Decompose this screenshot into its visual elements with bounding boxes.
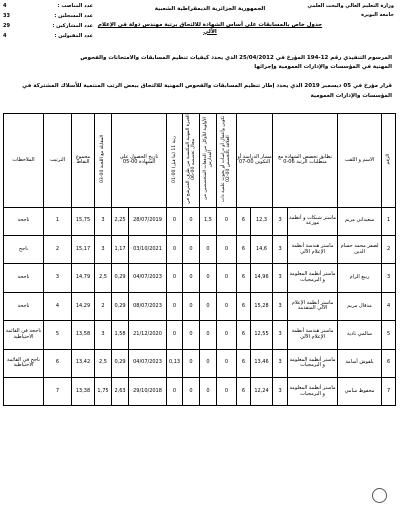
- university-name: جامعة البويرة: [361, 12, 394, 18]
- stats-block: [3, 3, 93, 39]
- cell-g9: 2,5: [95, 349, 112, 377]
- cell-name: ربيع الرام: [338, 264, 382, 292]
- cell-g7: 0: [167, 321, 183, 349]
- col-cert-date: تاريخ الحصول على الشهادة 00-05: [112, 114, 167, 208]
- cell-rank: 3: [382, 264, 396, 292]
- cell-g9: 2: [95, 292, 112, 320]
- stat-registered: [3, 13, 93, 19]
- stat-participants: [3, 23, 93, 29]
- cell-cert: ماستر هندسة أنظمة الإعلام الآلي: [288, 321, 338, 349]
- cell-note: ناجحة: [4, 207, 44, 235]
- cell-cert: ماستر أنظمة المعلومة و البرمجيات: [288, 264, 338, 292]
- cell-g4: 0: [217, 264, 237, 292]
- table-row: [4, 377, 396, 405]
- stat-value: 33: [3, 13, 10, 19]
- cell-cert: ماستر أنظمة المعلومة و البرمجيات: [288, 377, 338, 405]
- cell-date: 21/12/2020: [129, 321, 167, 349]
- cell-total: 15,75: [72, 207, 95, 235]
- cell-g5: 0: [200, 264, 217, 292]
- cell-g9: 3: [95, 235, 112, 263]
- col-title-adv: الأولوية للأوائل من الدفعات المتخصصين من المدارس: [200, 114, 217, 208]
- cell-g2: 12,55: [251, 321, 273, 349]
- cell-g3: 6: [237, 321, 251, 349]
- cell-total: 14,29: [72, 292, 95, 320]
- table-row: [4, 235, 396, 263]
- cell-g9: 3: [95, 207, 112, 235]
- cell-g5: 0: [200, 235, 217, 263]
- cell-g4: 0: [217, 207, 237, 235]
- cell-g8: 0,29: [112, 349, 129, 377]
- cell-date: 04/07/2023: [129, 264, 167, 292]
- cell-order: 2: [44, 235, 72, 263]
- cell-name: مدقال مريم: [338, 292, 382, 320]
- cell-g7: 0: [167, 264, 183, 292]
- cell-g4: 0: [217, 292, 237, 320]
- cell-g4: 0: [217, 321, 237, 349]
- cell-g5: 0: [200, 292, 217, 320]
- cell-g7: 0,13: [167, 349, 183, 377]
- cell-total: 14,79: [72, 264, 95, 292]
- cell-rank: 1: [382, 207, 396, 235]
- cell-rank: 4: [382, 292, 396, 320]
- cell-g5: 1,5: [200, 207, 217, 235]
- cell-name: بلقوش أسامة: [338, 349, 382, 377]
- cell-g2: 14,96: [251, 264, 273, 292]
- stat-posts: [3, 3, 93, 9]
- cell-g6: 0: [183, 321, 200, 349]
- col-rank-coef: رتبة 11 (ما قبل) 00-01: [167, 114, 183, 208]
- stat-value: 4: [3, 33, 7, 39]
- cell-g9: 2,5: [95, 264, 112, 292]
- cell-g9: 1,75: [95, 377, 112, 405]
- cell-g1: 3: [273, 235, 288, 263]
- stat-accepted: [3, 33, 93, 39]
- cell-date: 08/07/2023: [129, 292, 167, 320]
- cell-order: 3: [44, 264, 72, 292]
- cell-g2: 12,24: [251, 377, 273, 405]
- cell-g5: 0: [200, 349, 217, 377]
- cell-total: 13,42: [72, 349, 95, 377]
- cell-g3: 6: [237, 264, 251, 292]
- cell-total: 13,38: [72, 377, 95, 405]
- cell-name: سعيداني مريم: [338, 207, 382, 235]
- cell-g8: 1,17: [112, 235, 129, 263]
- table-row: [4, 207, 396, 235]
- cell-g6: 0: [183, 235, 200, 263]
- stat-label: عدد المسجلين :: [54, 13, 93, 19]
- stat-label: عدد المشاركين :: [52, 23, 93, 29]
- decree-line-3: قرار مؤرخ في 05 ديسمبر 2019 الذي يحدد إطار تنظيم المسابقات والفحوص المهنية للالتحاق ببعض الرتب المنتمية للأسلاك المشتركة في: [22, 83, 392, 89]
- cell-g6: 0: [183, 207, 200, 235]
- cell-g7: 0: [167, 377, 183, 405]
- cell-g3: 6: [237, 235, 251, 263]
- stat-value: 4: [3, 3, 7, 9]
- cell-g6: 0: [183, 377, 200, 405]
- cell-g2: 13,46: [251, 349, 273, 377]
- cell-g8: 0,29: [112, 264, 129, 292]
- cell-note: [4, 377, 44, 405]
- cell-g8: 1,58: [112, 321, 129, 349]
- col-name: الاسم و اللقب: [338, 114, 382, 208]
- cell-g2: 12,3: [251, 207, 273, 235]
- cell-rank: 7: [382, 377, 396, 405]
- col-notes: الملاحظات: [4, 114, 44, 208]
- cell-order: 5: [44, 321, 72, 349]
- cell-order: 1: [44, 207, 72, 235]
- cell-g8: 0,29: [112, 292, 129, 320]
- cell-cert: ماستر شبكات و أنظمة موزعة: [288, 207, 338, 235]
- cell-cert: ماستر أنظمة المعلومة و البرمجيات: [288, 349, 338, 377]
- cell-g5: 0: [200, 377, 217, 405]
- cell-total: 13,58: [72, 321, 95, 349]
- col-prof-exp: الخبرة المهنية المكتسبة من طرف المترشح في مجال تخصصه 00-06: [183, 114, 200, 208]
- col-order: الترتيب: [44, 114, 72, 208]
- cell-rank: 2: [382, 235, 396, 263]
- cell-note: ناجحة: [4, 264, 44, 292]
- cell-date: 04/07/2023: [129, 349, 167, 377]
- cell-g1: 3: [273, 377, 288, 405]
- table-row: [4, 264, 396, 292]
- cell-order: 6: [44, 349, 72, 377]
- cell-g1: 3: [273, 264, 288, 292]
- cell-g1: 3: [273, 292, 288, 320]
- table-row: [4, 321, 396, 349]
- table-row: [4, 292, 396, 320]
- cell-rank: 6: [382, 349, 396, 377]
- col-interview: المقابلة مع اللجنة 00-03: [95, 114, 112, 208]
- cell-g8: 2,25: [112, 207, 129, 235]
- cell-g5: 0: [200, 321, 217, 349]
- cell-g6: 0: [183, 264, 200, 292]
- cell-g3: 6: [237, 207, 251, 235]
- cell-order: 7: [44, 377, 72, 405]
- cell-g4: 0: [217, 377, 237, 405]
- cell-g1: 3: [273, 349, 288, 377]
- table-subtitle: جدول خاص بالمسابقات على أساس الشهادة للالتحاق برتبة مهندس دولة في الإعلام الآلي: [97, 22, 323, 35]
- results-table: [3, 113, 396, 406]
- cell-date: 28/07/2019: [129, 207, 167, 235]
- cell-g2: 15,28: [251, 292, 273, 320]
- republic-title: الجمهورية الجزائرية الديمقراطية الشعبية: [154, 6, 266, 12]
- cell-g7: 0: [167, 292, 183, 320]
- cell-g4: 0: [217, 349, 237, 377]
- stat-label: عدد المناصب :: [57, 3, 93, 9]
- cell-g3: 6: [237, 292, 251, 320]
- cell-g2: 14,6: [251, 235, 273, 263]
- cell-date: 03/10/2021: [129, 235, 167, 263]
- decree-line-1: المرسوم التنفيذي رقم 12-194 المؤرخ في 25/04/2012 الذي يحدد كيفيات تنظيم المسابقات والامتحانات والفحوص: [80, 55, 392, 61]
- ministry-name: وزارة التعليم العالي والبحث العلمي: [307, 3, 394, 9]
- cell-g1: 3: [273, 321, 288, 349]
- cell-note: ناجحة في القائمة الاحتياطية: [4, 321, 44, 349]
- col-extra-training: تكوين وأعمال أو دراسات أو بحوث علمية ذات العلاقة بالتخصص 00-02: [217, 114, 237, 208]
- cell-g6: 0: [183, 292, 200, 320]
- col-cert-match: تطابق تخصص الشهادة مع متطلبات الرتبة 06-0: [273, 114, 338, 208]
- cell-g7: 0: [167, 207, 183, 235]
- cell-g6: 0: [183, 349, 200, 377]
- cell-date: 29/10/2018: [129, 377, 167, 405]
- col-total: مجموع النقاط: [72, 114, 95, 208]
- decree-line-2: المهنية في المؤسسات والإدارات العمومية وإجرائها: [254, 64, 392, 70]
- table-row: [4, 349, 396, 377]
- cell-total: 15,17: [72, 235, 95, 263]
- stat-label: عدد المقبولين :: [54, 33, 93, 39]
- cell-note: ناجحة: [4, 292, 44, 320]
- cell-order: 4: [44, 292, 72, 320]
- col-rank: الرقم: [382, 114, 396, 208]
- stamp-mark: [372, 488, 387, 503]
- cell-g7: 0: [167, 235, 183, 263]
- cell-rank: 5: [382, 321, 396, 349]
- cell-note: ناجح: [4, 235, 44, 263]
- col-path: مسار الدراسة أو التكوين 00-07: [237, 114, 273, 208]
- cell-name: لصفر محمد حسام الدين: [338, 235, 382, 263]
- cell-name: سالمي نادية: [338, 321, 382, 349]
- decree-line-4: المؤسسات والإدارات العمومية: [310, 93, 392, 99]
- cell-g9: 3: [95, 321, 112, 349]
- stat-value: 29: [3, 23, 10, 29]
- cell-name: محفوظ سامي: [338, 377, 382, 405]
- cell-g1: 3: [273, 207, 288, 235]
- cell-g3: 6: [237, 349, 251, 377]
- cell-g4: 0: [217, 235, 237, 263]
- cell-note: ناجح في القائمة الاحتياطية: [4, 349, 44, 377]
- cell-cert: ماستر أنظمة الإعلام الآلي المتقدمة: [288, 292, 338, 320]
- cell-g3: 6: [237, 377, 251, 405]
- cell-cert: ماستر هندسة أنظمة الإعلام الآلي: [288, 235, 338, 263]
- cell-g8: 2,63: [112, 377, 129, 405]
